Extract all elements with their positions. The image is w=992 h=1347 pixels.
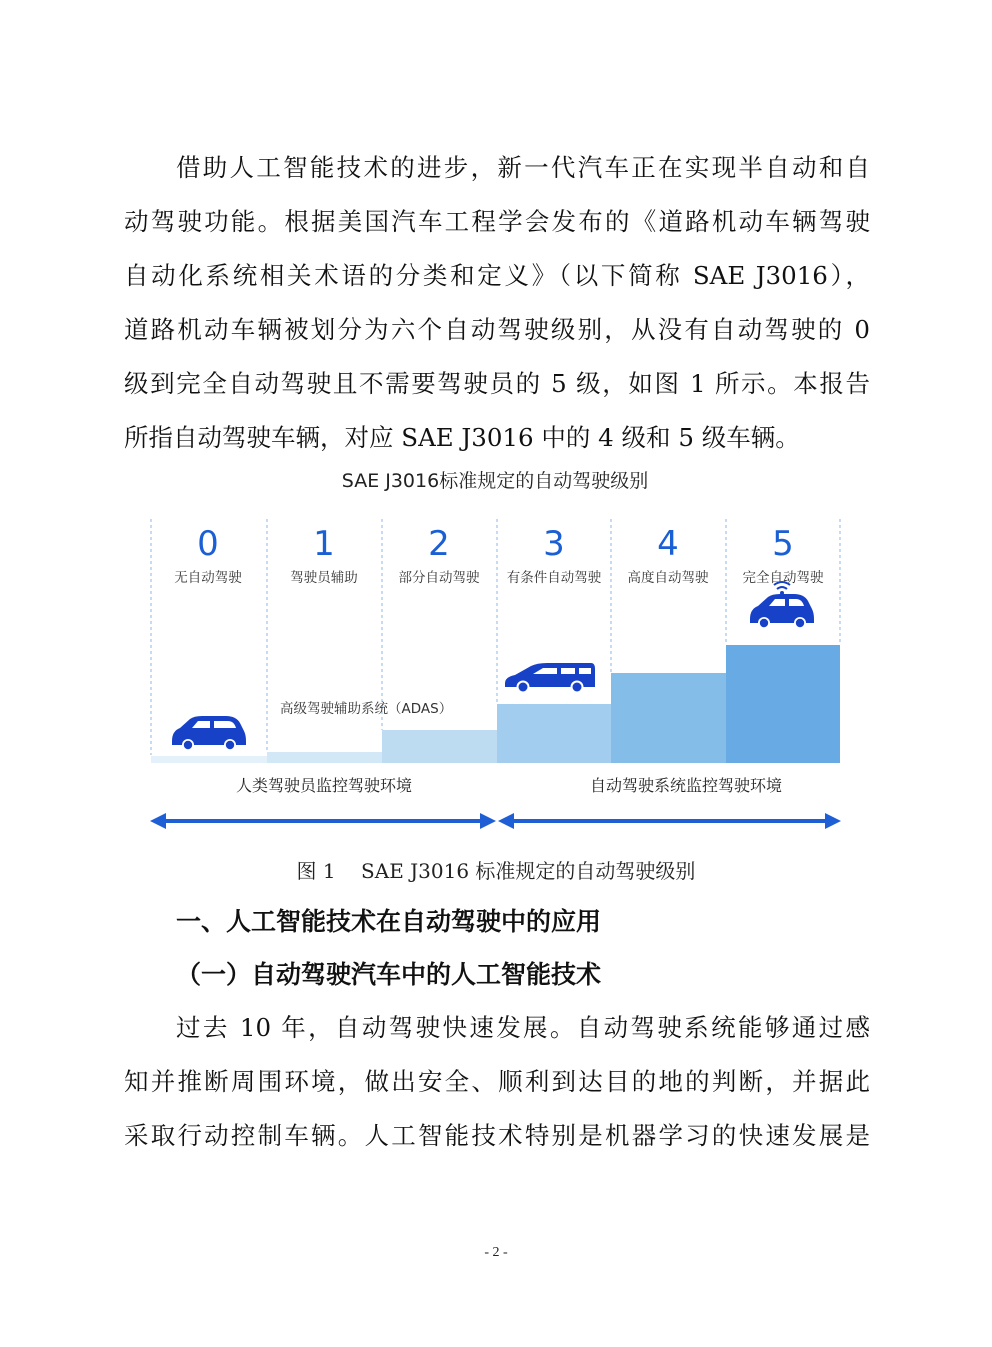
level-name-3: 有条件自动驾驶	[506, 570, 602, 586]
text-line: 所指自动驾驶车辆，对应 SAE J3016 中的 4 级和 5 级车辆。	[124, 423, 800, 452]
automation-levels-figure	[150, 515, 842, 835]
subsection-heading: （一）自动驾驶汽车中的人工智能技术	[176, 960, 602, 989]
text-line: 级到完全自动驾驶且不需要驾驶员的 5 级，如图 1 所示。本报告	[124, 369, 870, 398]
text-line: 道路机动车辆被划分为六个自动驾驶级别，从没有自动驾驶的 0	[124, 315, 870, 344]
system-monitor-arrow	[498, 813, 841, 829]
car-icon	[505, 663, 595, 694]
level-number-0: 0	[197, 524, 219, 564]
level-name-2: 部分自动驾驶	[398, 570, 480, 586]
step-level-4	[611, 673, 726, 763]
text-line: 自动化系统相关术语的分类和定义》（以下简称 SAE J3016），	[124, 261, 870, 290]
paragraph-intro	[124, 141, 870, 465]
level-number-1: 1	[313, 524, 335, 564]
text-line: 动驾驶功能。根据美国汽车工程学会发布的《道路机动车辆驾驶	[124, 207, 870, 236]
adas-label: 高级驾驶辅助系统（ADAS）	[280, 701, 453, 717]
level-number-3: 3	[543, 524, 565, 564]
human-monitor-label: 人类驾驶员监控驾驶环境	[235, 776, 413, 795]
autonomous-car-icon	[750, 582, 814, 629]
step-level-5	[726, 645, 840, 763]
level-number-4: 4	[657, 524, 679, 564]
car-icon	[172, 716, 246, 751]
figure-caption: 图 1 SAE J3016 标准规定的自动驾驶级别	[296, 859, 696, 883]
text-line: 知并推断周围环境，做出安全、顺利到达目的地的判断，并据此	[124, 1067, 870, 1096]
human-monitor-arrow	[150, 813, 496, 829]
figure-title: SAE J3016标准规定的自动驾驶级别	[341, 470, 649, 492]
system-monitor-label: 自动驾驶系统监控驾驶环境	[589, 776, 783, 795]
step-level-3	[497, 704, 611, 763]
step-level-0	[151, 756, 267, 763]
step-level-1	[267, 752, 382, 763]
text-line: 过去 10 年，自动驾驶快速发展。自动驾驶系统能够通过感	[176, 1013, 870, 1042]
text-line: 借助人工智能技术的进步，新一代汽车正在实现半自动和自	[176, 153, 870, 182]
level-names	[174, 569, 824, 586]
level-number-5: 5	[772, 524, 794, 564]
level-steps	[151, 645, 840, 763]
section-heading: 一、人工智能技术在自动驾驶中的应用	[176, 907, 602, 936]
step-level-2	[382, 730, 497, 763]
paragraph-body	[124, 1001, 870, 1163]
level-numbers	[197, 524, 794, 564]
page-number: - 2 -	[484, 1245, 508, 1260]
level-number-2: 2	[428, 524, 450, 564]
level-name-0: 无自动驾驶	[174, 570, 242, 586]
text-line: 采取行动控制车辆。人工智能技术特别是机器学习的快速发展是	[124, 1121, 870, 1150]
level-name-1: 驾驶员辅助	[290, 570, 358, 586]
level-name-5: 完全自动驾驶	[742, 570, 824, 586]
level-name-4: 高度自动驾驶	[627, 570, 709, 586]
